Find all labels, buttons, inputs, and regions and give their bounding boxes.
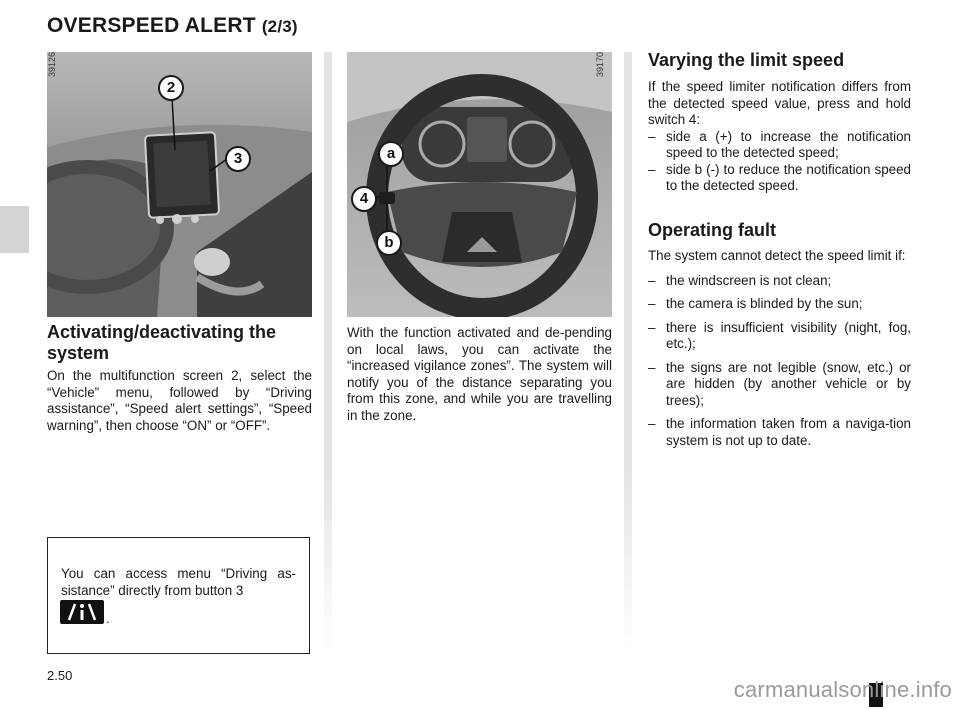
watermark: carmanualsonline.info — [733, 677, 952, 702]
page-number: 2.50 — [47, 668, 73, 683]
callout-a: a — [378, 141, 404, 167]
fault-intro: The system cannot detect the speed limit if: — [648, 248, 906, 263]
middle-body — [347, 325, 612, 424]
list-item: – the camera is blinded by the sun; — [648, 296, 911, 313]
callout-b: b — [376, 230, 402, 256]
list-item: – the signs are not legible (snow, etc.) or are hidden (by another vehicle or by trees); — [648, 360, 911, 410]
driving-assistance-button-icon — [60, 600, 104, 624]
column-divider — [624, 52, 632, 652]
note-box — [47, 537, 310, 654]
figure-ref: 39126 — [47, 52, 57, 78]
varying-body — [648, 79, 911, 195]
steering-wheel-photo — [347, 52, 612, 317]
column-divider — [324, 52, 332, 652]
note-trailing: . — [106, 611, 110, 626]
list-item: – the information taken from a naviga-tion system is not up to date. — [648, 416, 911, 449]
list-item: – side b (-) to reduce the notification speed to the detected speed. — [648, 162, 911, 195]
activating-text: On the multifunction screen 2, select the “Vehicle” menu, followed by “Driving assistance”, “Speed alert settings”, “Speed warning”, then choose “ON” or “OFF”. — [47, 368, 312, 433]
list-item: – there is insufficient visibility (night, fog, etc.); — [648, 320, 911, 353]
dashboard-photo — [47, 52, 312, 317]
varying-intro: If the speed limiter notification differs from the detected speed value, press and hold switch 4: — [648, 79, 911, 127]
figure-ref: 39170 — [595, 52, 605, 78]
title-text: OVERSPEED ALERT — [47, 14, 256, 37]
callout-2: 2 — [158, 75, 184, 101]
fault-list — [648, 273, 911, 450]
steering-wheel-illustration — [347, 52, 612, 317]
fault-heading: Operating fault — [648, 220, 777, 240]
title-part: (2/3) — [261, 17, 298, 36]
varying-list — [648, 129, 911, 195]
fault-body — [648, 248, 911, 456]
middle-text: With the function activated and de-pending on local laws, you can activate the “increased vigilance zones”. The system will notify you of the distance separating you from this zone, and while you are travelling in the zone. — [347, 325, 612, 423]
callout-3: 3 — [225, 146, 251, 172]
note-text: You can access menu “Driving as-sistance” directly from button 3 — [61, 566, 296, 598]
activating-body — [47, 368, 312, 434]
varying-heading: Varying the limit speed — [648, 50, 845, 70]
list-item: – side a (+) to increase the notification speed to the detected speed; — [648, 129, 911, 162]
callout-4: 4 — [351, 186, 377, 212]
activating-heading: Activating/deactivating the system — [47, 322, 277, 363]
section-tab — [0, 206, 29, 253]
page-title — [47, 14, 298, 38]
list-item: – the windscreen is not clean; — [648, 273, 911, 290]
